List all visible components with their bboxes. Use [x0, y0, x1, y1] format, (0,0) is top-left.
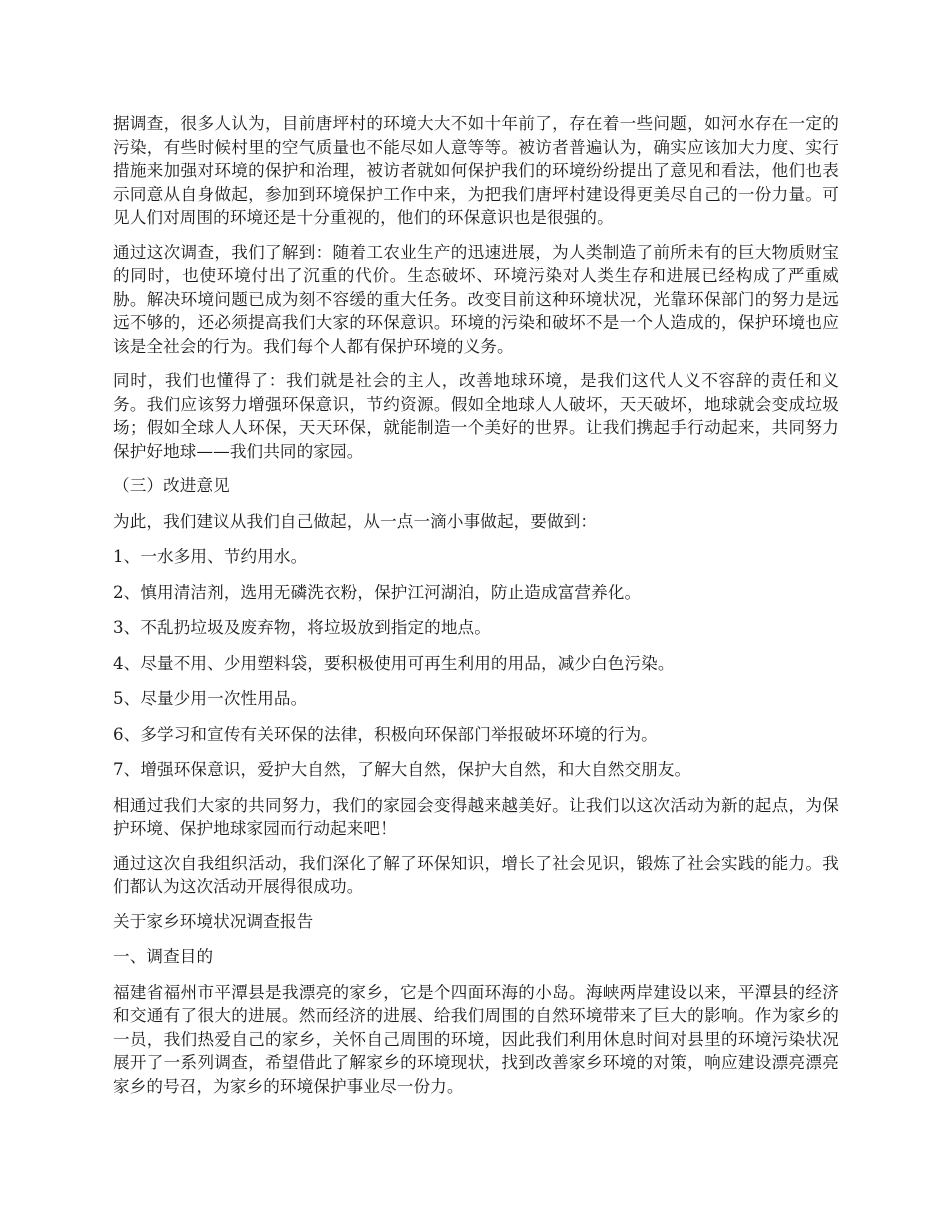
list-item: 1、一水多用、节约用水。: [113, 547, 308, 566]
list-item: 6、多学习和宣传有关环保的法律，积极向环保部门举报破坏环境的行为。: [113, 724, 658, 744]
paragraph-survey-findings: 据调查，很多人认为，目前唐坪村的环境大大不如十年前了，存在着一些问题，如河水存在一定的污染，有些时候村里的空气质量也不能尽如人意等等。被访者普遍认为，确实应该加大力度、实行措施来加强对环境的保护和治理，被访者就如何保护我们的环境纷纷提出了意见和看法，他们也表示同意从自身做起，参加到环境保护工作中来，为把我们唐坪村建设得更美尽自己的一份力量。可见人们对周围的环境还是十分重视的，他们的环保意识也是很强的。: [113, 114, 839, 227]
section-heading-improvements: （三）改进意见: [113, 476, 230, 495]
paragraph-activity-summary: 通过这次自我组织活动，我们深化了解了环保知识，增长了社会见识，锻炼了社会实践的能力。我们都认为这次活动开展得很成功。: [113, 853, 839, 896]
paragraph-survey-lessons: 通过这次调查，我们了解到：随着工农业生产的迅速进展，为人类制造了前所未有的巨大物质财宝的同时，也使环境付出了沉重的代价。生态破坏、环境污染对人类生存和进展已经构成了严重威胁。解决环境问题已成为刻不容缓的重大任务。改变目前这种环境状况，光靠环保部门的努力是远远不够的，还必须提高我们大家的环保意识。环境的污染和破坏不是一个人造成的，保护环境也应该是全社会的行为。我们每个人都有保护环境的义务。: [113, 242, 839, 356]
document-body: [113, 112, 839, 1109]
paragraph-call-to-action: 相通过我们大家的共同努力，我们的家园会变得越来越美好。让我们以这次活动为新的起点，为保护环境、保护地球家园而行动起来吧！: [113, 795, 839, 838]
list-item: 5、尽量少用一次性用品。: [113, 689, 308, 708]
list-item: 2、慎用清洁剂，选用无磷洗衣粉，保护江河湖泊，防止造成富营养化。: [113, 582, 642, 602]
list-item: 3、不乱扔垃圾及废弃物，将垃圾放到指定的地点。: [113, 618, 491, 637]
paragraph-suggestion-intro: 为此，我们建议从我们自己做起，从一点一滴小事做起，要做到：: [113, 511, 598, 531]
list-item: 7、增强环保意识，爱护大自然，了解大自然，保护大自然，和大自然交朋友。: [113, 760, 692, 779]
paragraph-hometown-intro: 福建省福州市平潭县是我漂亮的家乡，它是个四面环海的小岛。海峡两岸建设以来，平潭县的经济和交通有了很大的进展。然而经济的进展、给我们周围的自然环境带来了巨大的影响。作为家乡的一员，我们热爱自己的家乡，关怀自己周围的环境，因此我们利用休息时间对县里的环境污染状况展开了一系列调查，希望借此了解家乡的环境现状，找到改善家乡环境的对策，响应建设漂亮漂亮家乡的号召，为家乡的环境保护事业尽一份力。: [113, 982, 839, 1096]
paragraph-social-responsibility: 同时，我们也懂得了：我们就是社会的主人，改善地球环境，是我们这代人义不容辞的责任和义务。我们应该努力增强环保意识，节约资源。假如全地球人人破坏，天天破坏，地球就会变成垃圾场；假如全球人人环保，天天环保，就能制造一个美好的世界。让我们携起手行动起来，共同努力保护好地球——我们共同的家园。: [113, 371, 839, 461]
list-item: 4、尽量不用、少用塑料袋，要积极使用可再生利用的用品，减少白色污染。: [113, 653, 675, 673]
section-heading-purpose: 一、调查目的: [113, 947, 214, 966]
report-title: 关于家乡环境状况调查报告: [113, 911, 314, 931]
